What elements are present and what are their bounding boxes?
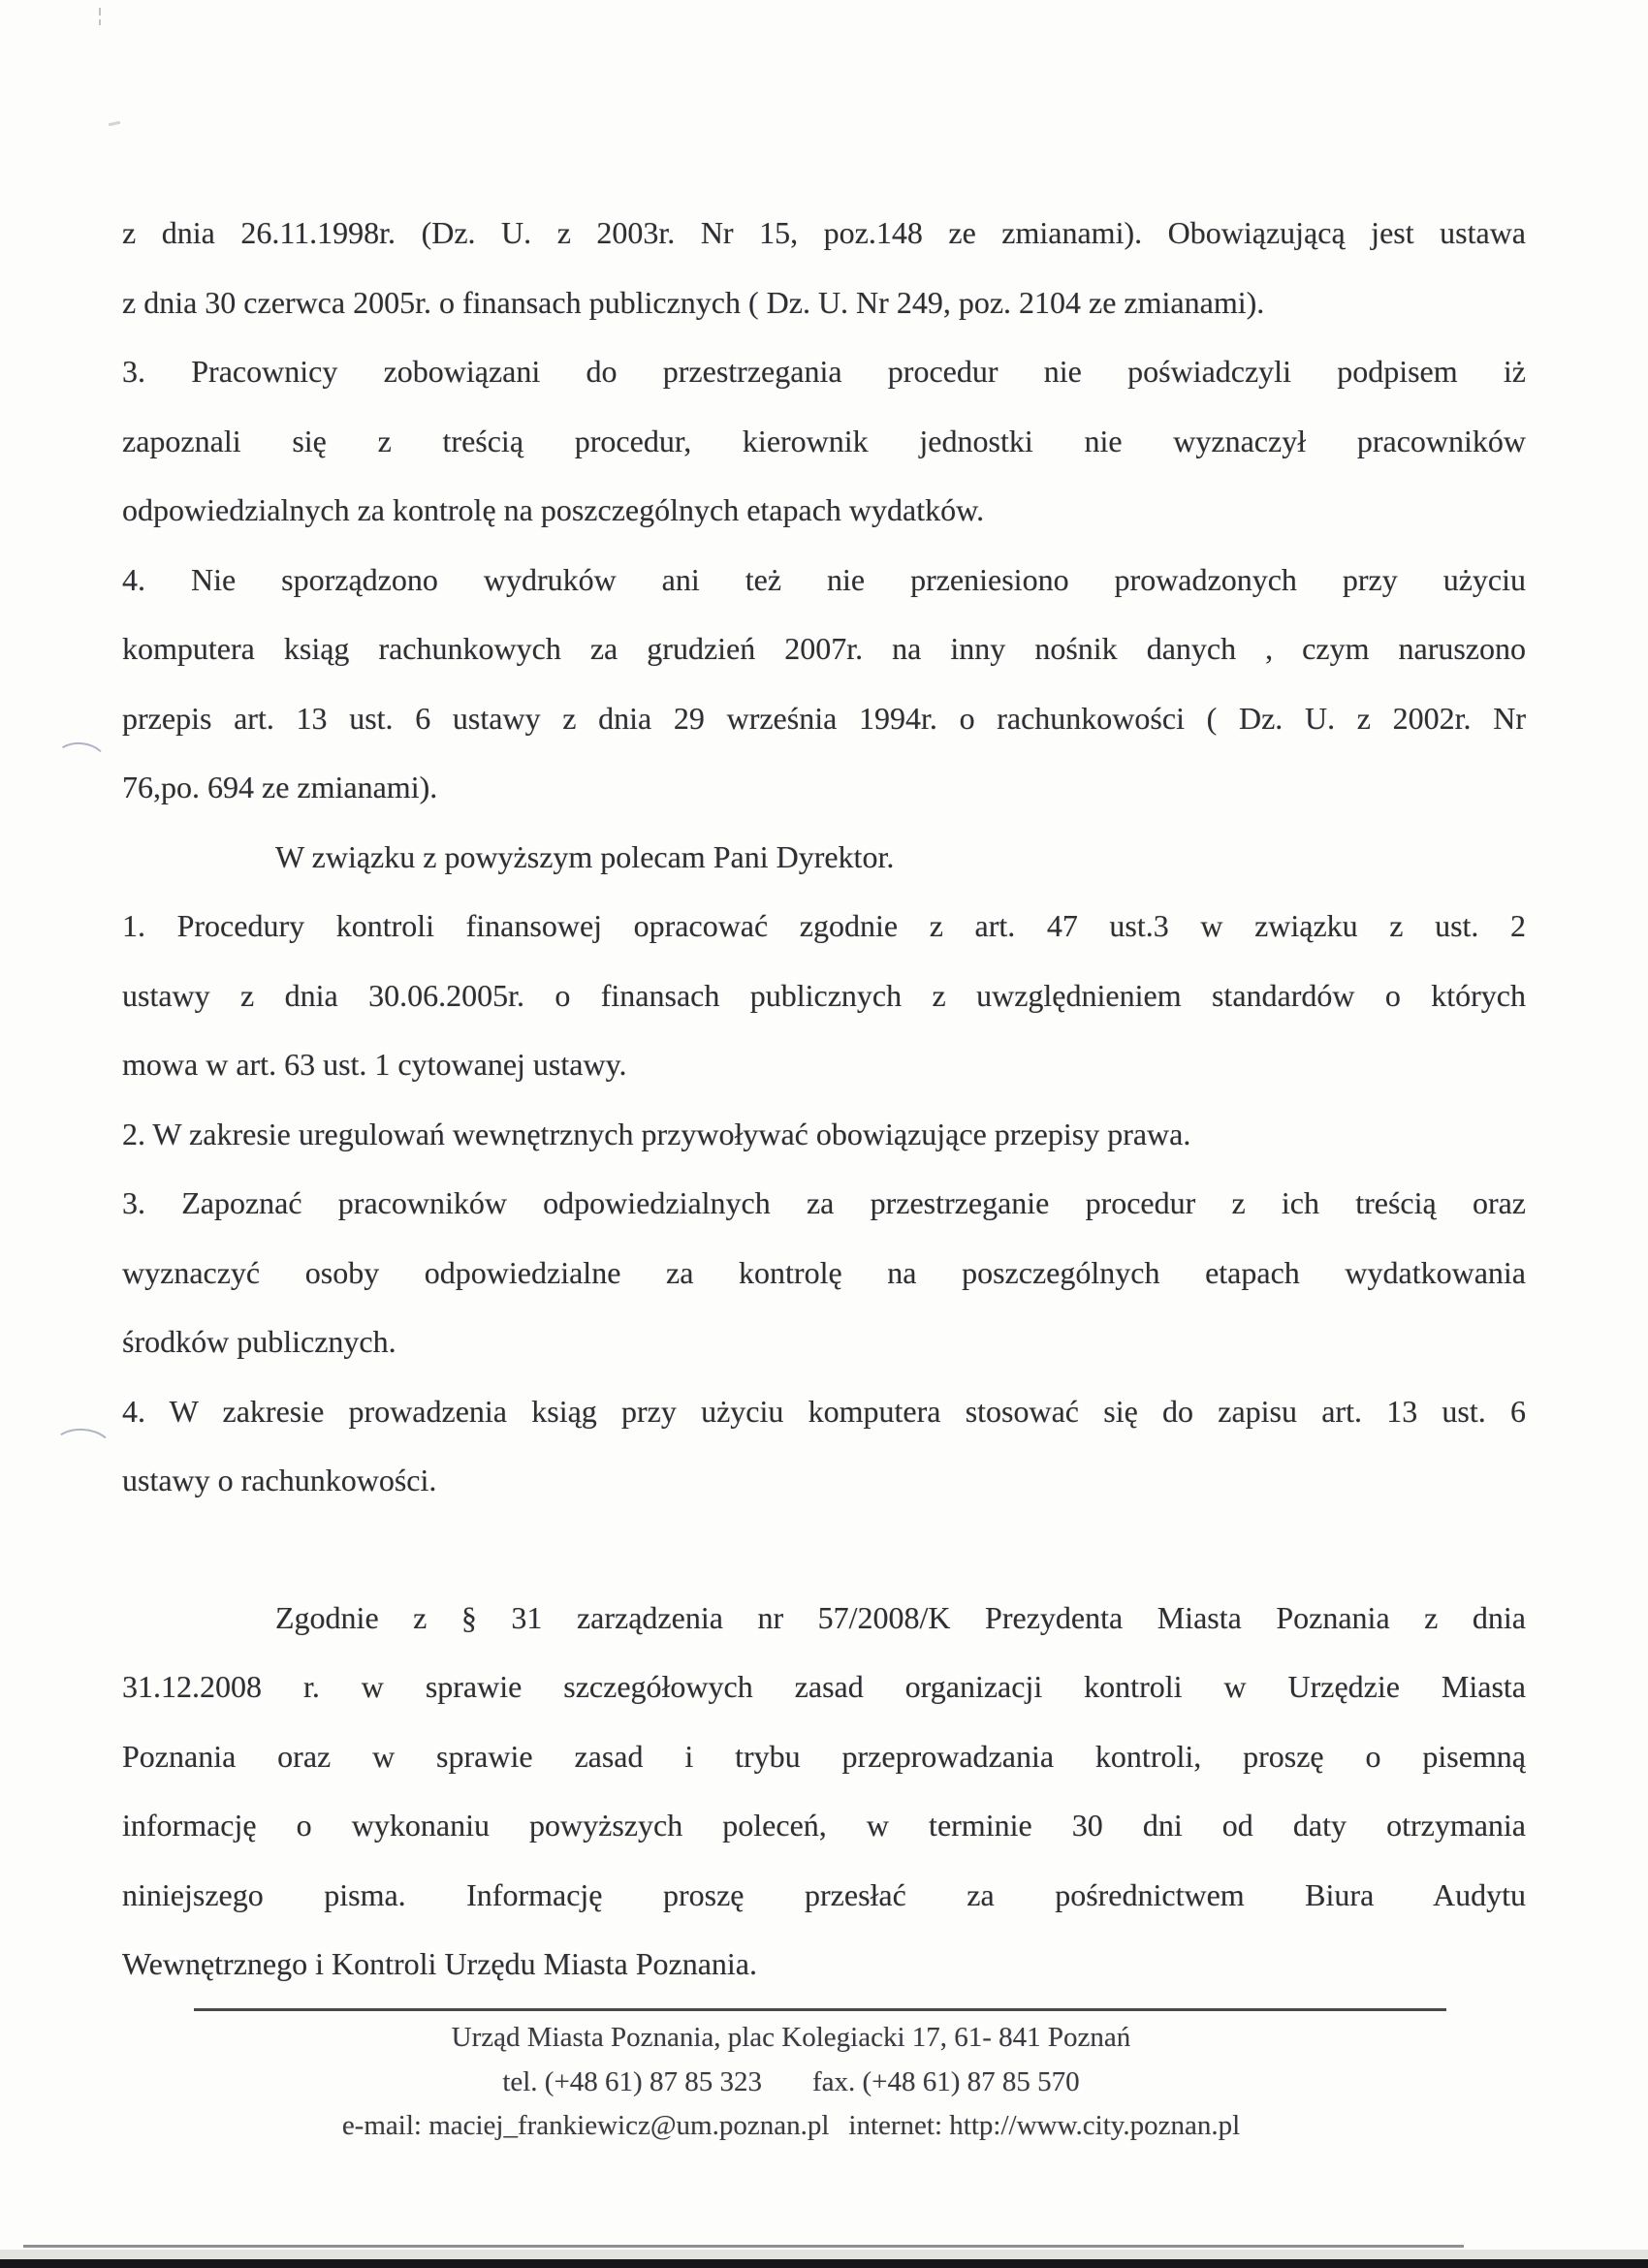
footer-fax: fax. (+48 61) 87 85 570: [811, 2065, 1080, 2097]
body-line: 76,po. 694 ze zmianami).: [122, 770, 438, 804]
body-line: komputera ksiąg rachunkowych za grudzień 2007r. na inny nośnik danych , czym naruszono: [122, 631, 1526, 666]
footer-email: e-mail: maciej_frankiewicz@um.poznan.pl: [341, 2110, 830, 2141]
body-line: Poznania oraz w sprawie zasad i trybu przeprowadzania kontroli, proszę o pisemną: [122, 1738, 1526, 1774]
body-line: Wewnętrznego i Kontroli Urzędu Miasta Poznania.: [122, 1946, 757, 1981]
footer: [165, 2016, 1417, 2149]
scan-speck: [109, 121, 120, 126]
body-line: mowa w art. 63 ust. 1 cytowanej ustawy.: [122, 1047, 627, 1082]
body-line: 3. Pracownicy zobowiązani do przestrzegania procedur nie poświadczyli podpisem iż: [122, 354, 1526, 389]
footer-divider: [194, 2008, 1446, 2011]
scan-edge-line: [23, 2245, 1464, 2248]
footer-address: Urząd Miasta Poznania, plac Kolegiacki 17, 61- 841 Poznań: [451, 2022, 1131, 2053]
binder-mark-icon: [51, 1427, 114, 1469]
body-line: z dnia 26.11.1998r. (Dz. U. z 2003r. Nr 15, poz.148 ze zmianami). Obowiązującą jest ustawa: [122, 215, 1526, 250]
body-line: zapoznali się z treścią procedur, kierownik jednostki nie wyznaczył pracowników: [122, 423, 1526, 458]
body-line: 4. W zakresie prowadzenia ksiąg przy użyciu komputera stosować się do zapisu art. 13 ust. 6: [122, 1393, 1526, 1429]
body-line: środków publicznych.: [122, 1324, 396, 1359]
body-line: niniejszego pisma. Informację proszę przesłać za pośrednictwem Biura Audytu: [122, 1876, 1526, 1912]
footer-internet: internet: http://www.city.poznan.pl: [848, 2110, 1241, 2141]
body-line: 4. Nie sporządzono wydruków ani też nie przeniesiono prowadzonych przy użyciu: [122, 561, 1526, 597]
body-line: 1. Procedury kontroli finansowej opracować zgodnie z art. 47 ust.3 w związku z ust. 2: [122, 908, 1526, 943]
body-line: ustawy o rachunkowości.: [122, 1463, 437, 1497]
body-line: informację o wykonaniu powyższych poleceń, w terminie 30 dni od daty otrzymania: [122, 1808, 1526, 1843]
scan-edge-band: [0, 2259, 1648, 2268]
body-line: przepis art. 13 ust. 6 ustawy z dnia 29 września 1994r. o rachunkowości ( Dz. U. z 2002r. Nr: [122, 700, 1526, 736]
footer-address-line: [165, 2016, 1417, 2061]
body-line: odpowiedzialnych za kontrolę na poszczególnych etapach wydatków.: [122, 492, 985, 527]
body-line: 2. W zakresie uregulowań wewnętrznych przywoływać obowiązujące przepisy prawa.: [122, 1116, 1191, 1151]
scan-speck: [98, 8, 102, 27]
body-line: z dnia 30 czerwca 2005r. o finansach publicznych ( Dz. U. Nr 249, poz. 2104 ze zmianami).: [122, 284, 1265, 320]
binder-mark-icon: [52, 740, 109, 781]
body-line: ustawy z dnia 30.06.2005r. o finansach publicznych z uwzględnieniem standardów o których: [122, 977, 1526, 1013]
body-line: Zgodnie z § 31 zarządzenia nr 57/2008/K Prezydenta Miasta Poznania z dnia: [275, 1599, 1526, 1635]
letter-body: [122, 199, 1526, 2000]
body-line: 31.12.2008 r. w sprawie szczegółowych zasad organizacji kontroli w Urzędzie Miasta: [122, 1669, 1526, 1704]
footer-web-line: [165, 2104, 1417, 2149]
body-line: 3. Zapoznać pracowników odpowiedzialnych za przestrzeganie procedur z ich treścią oraz: [122, 1185, 1526, 1220]
footer-tel: tel. (+48 61) 87 85 323: [502, 2065, 762, 2097]
body-line: W związku z powyższym polecam Pani Dyrektor.: [275, 838, 895, 874]
body-line: wyznaczyć osoby odpowiedzialne za kontrolę na poszczególnych etapach wydatkowania: [122, 1254, 1526, 1290]
footer-phone-line: [165, 2061, 1417, 2105]
